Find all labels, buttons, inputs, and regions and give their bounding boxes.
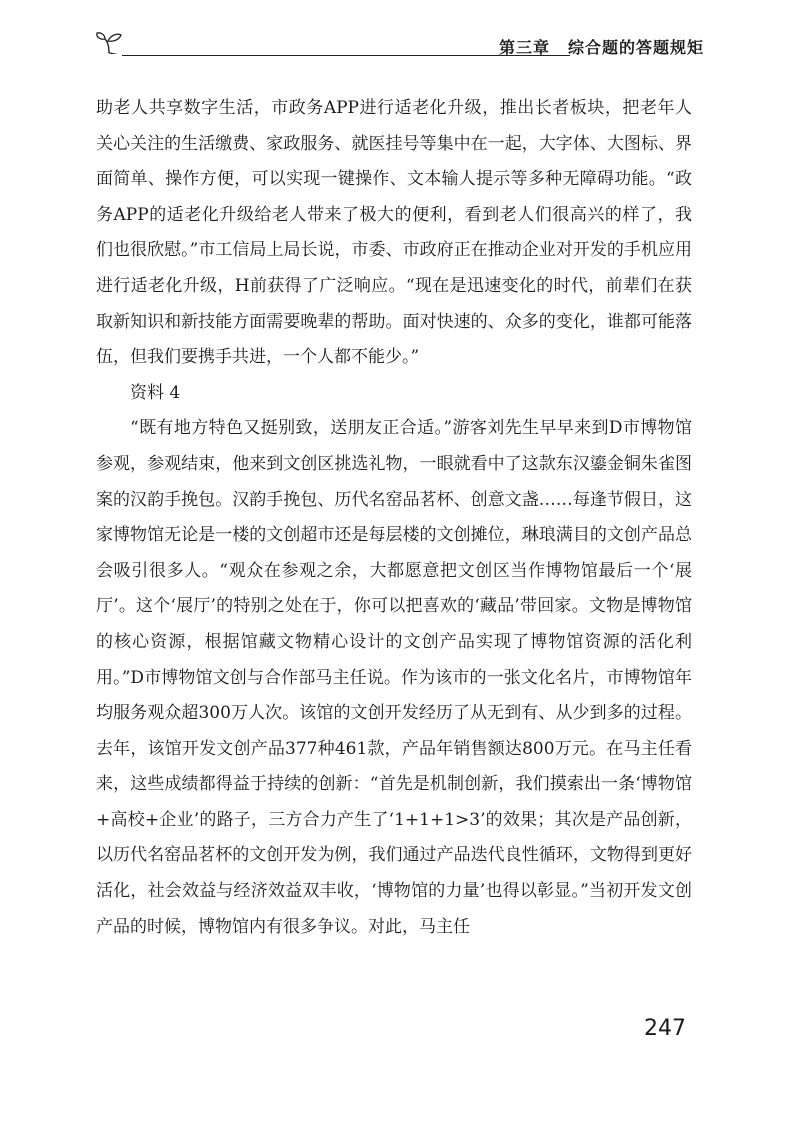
page-body [96, 91, 692, 945]
chapter-heading [499, 35, 704, 58]
running-header [94, 26, 704, 66]
chapter-label: 第三章 [498, 38, 550, 57]
sprout-flourish-icon [94, 28, 124, 54]
paragraph-material-4: “既有地方特色又挺别致，送朋友正合适。”游客刘先生早早来到D市博物馆参观，参观结束，他来到文创区挑选礼物，一眼就看中了这款东汉鎏金铜朱雀图案的汉韵手挽包。汉韵手挽包、历代名窑品茗杯、创意文盏……每逢节假日，这家博物馆无论是一楼的文创超市还是每层楼的文创摊位，琳琅满目的文创产品总会吸引很多人。“观众在参观之余，大都愿意把文创区当作博物馆最后一个‘展厅’。这个‘展厅’的特别之处在于，你可以把喜欢的‘藏品’带回家。文物是博物馆的核心资源，根据馆藏文物精心设计的文创产品实现了博物馆资源的活化利用。”D市博物馆文创与合作部马主任说。作为该市的一张文化名片，市博物馆年均服务观众超300万人次。该馆的文创开发经历了从无到有、从少到多的过程。去年，该馆开发文创产品377种461款，产品年销售额达800万元。在马主任看来，这些成绩都得益于持续的创新：“首先是机制创新，我们摸索出一条‘博物馆+高校+企业’的路子，三方合力产生了‘1+1+1>3’的效果；其次是产品创新，以历代名窑品茗杯的文创开发为例，我们通过产品迭代良性循环，文物得到更好活化，社会效益与经济效益双丰收，‘博物馆的力量’也得以彰显。”当初开发文创产品的时候，博物馆内有很多争议。对此，马主任 [96, 418, 692, 937]
paragraph-continued: 助老人共享数字生活，市政务APP进行适老化升级，推出长者板块，把老年人关心关注的生活缴费、家政服务、就医挂号等集中在一起，大字体、大图标、界面简单、操作方便，可以实现一键操作、文本输人提示等多种无障碍功能。“政务APP的适老化升级给老人带来了极大的便利，看到老人们很高兴的样了，我们也很欣慰。”市工信局上局长说，市委、市政府正在推动企业对开发的手机应用进行适老化升级，H前获得了广泛响应。“现在是迅速变化的时代，前辈们在获取新知识和新技能方面需要晚辈的帮助。面对快速的、众多的变化，谁都可能落伍，但我们要携手共进，一个人都不能少。” [96, 98, 692, 368]
section-heading: 资料 4 [130, 382, 181, 403]
page-number: 247 [644, 1016, 686, 1041]
chapter-title: 综合题的答题规矩 [567, 38, 704, 57]
